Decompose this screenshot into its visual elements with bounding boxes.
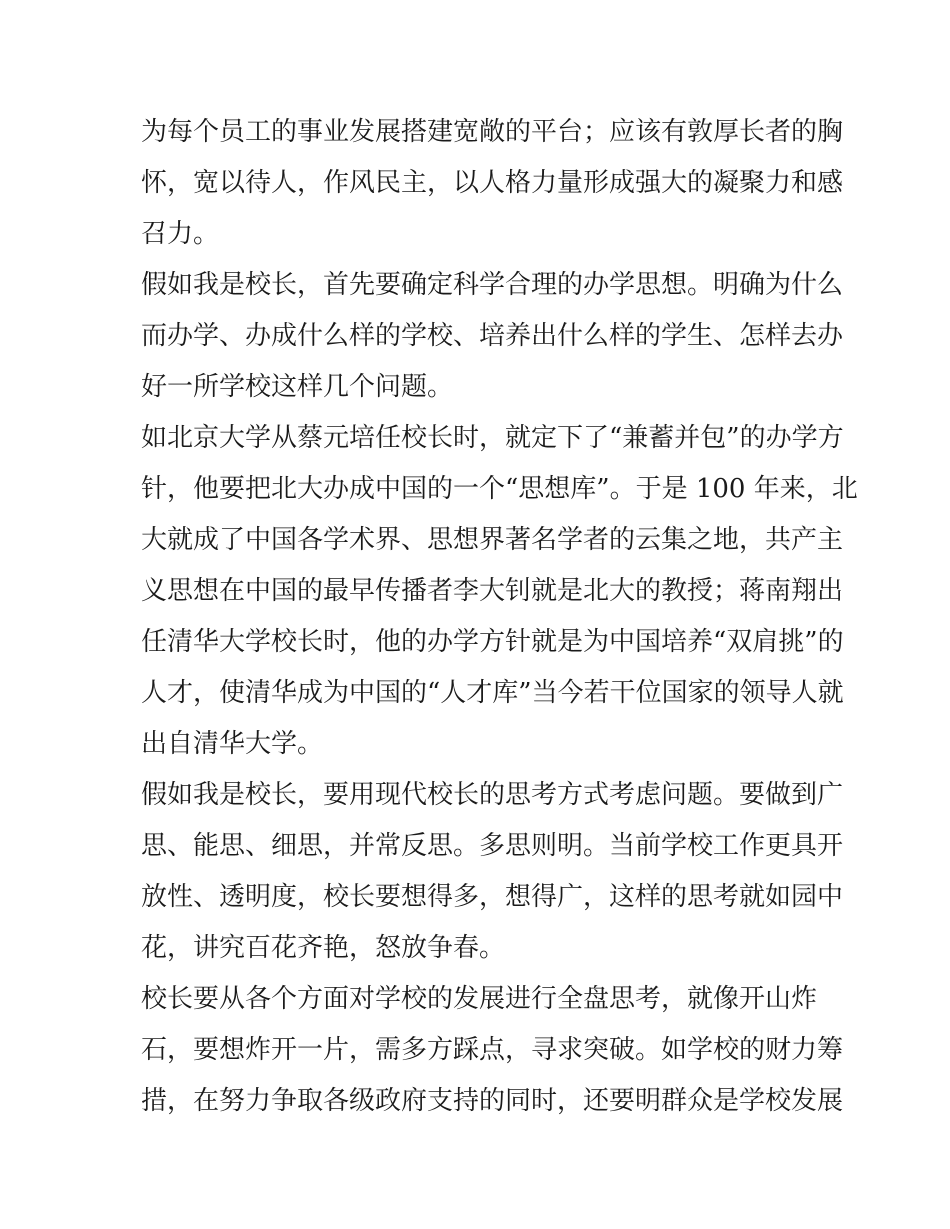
text-line: 石，要想炸开一片，需多方踩点，寻求突破。如学校的财力筹 — [141, 1035, 844, 1065]
text-line: 任清华大学校长时，他的办学方针就是为中国培养“双肩挑”的 — [141, 627, 844, 657]
text-line: 如北京大学从蔡元培任校长时，就定下了“兼蓄并包”的办学方 — [141, 423, 844, 453]
text-line: 义思想在中国的最早传播者李大钊就是北大的教授；蒋南翔出 — [141, 576, 844, 606]
text-line: 出自清华大学。 — [141, 729, 324, 759]
text-line: 校长要从各个方面对学校的发展进行全盘思考，就像开山炸 — [141, 984, 818, 1014]
text-line: 人才，使清华成为中国的“人才库”当今若干位国家的领导人就 — [141, 678, 844, 708]
paragraph-4 — [141, 770, 844, 974]
text-line: 怀，宽以待人，作风民主，以人格力量形成强大的凝聚力和感 — [141, 168, 844, 198]
text-line: 而办学、办成什么样的学校、培养出什么样的学生、怎样去办 — [141, 321, 844, 351]
text-line: 假如我是校长，首先要确定科学合理的办学思想。明确为什么 — [141, 270, 844, 300]
paragraph-5 — [141, 974, 844, 1127]
text-line: 大就成了中国各学术界、思想界著名学者的云集之地，共产主 — [141, 525, 844, 555]
text-line: 假如我是校长，要用现代校长的思考方式考虑问题。要做到广 — [141, 780, 844, 810]
paragraph-2 — [141, 260, 844, 413]
text-line: 针，他要把北大办成中国的一个“思想库”。于是 100 年来，北 — [141, 474, 858, 504]
paragraph-3 — [141, 413, 858, 770]
paragraph-1 — [141, 107, 844, 260]
text-line: 花，讲究百花齐艳，怒放争春。 — [141, 933, 506, 963]
text-line: 好一所学校这样几个问题。 — [141, 372, 454, 402]
text-line: 思、能思、细思，并常反思。多思则明。当前学校工作更具开 — [141, 831, 844, 861]
text-line: 为每个员工的事业发展搭建宽敞的平台；应该有敦厚长者的胸 — [141, 117, 844, 147]
document-body — [141, 107, 858, 1127]
text-line: 措，在努力争取各级政府支持的同时，还要明群众是学校发展 — [141, 1086, 844, 1116]
text-line: 召力。 — [141, 219, 220, 249]
text-line: 放性、透明度，校长要想得多，想得广，这样的思考就如园中 — [141, 882, 844, 912]
